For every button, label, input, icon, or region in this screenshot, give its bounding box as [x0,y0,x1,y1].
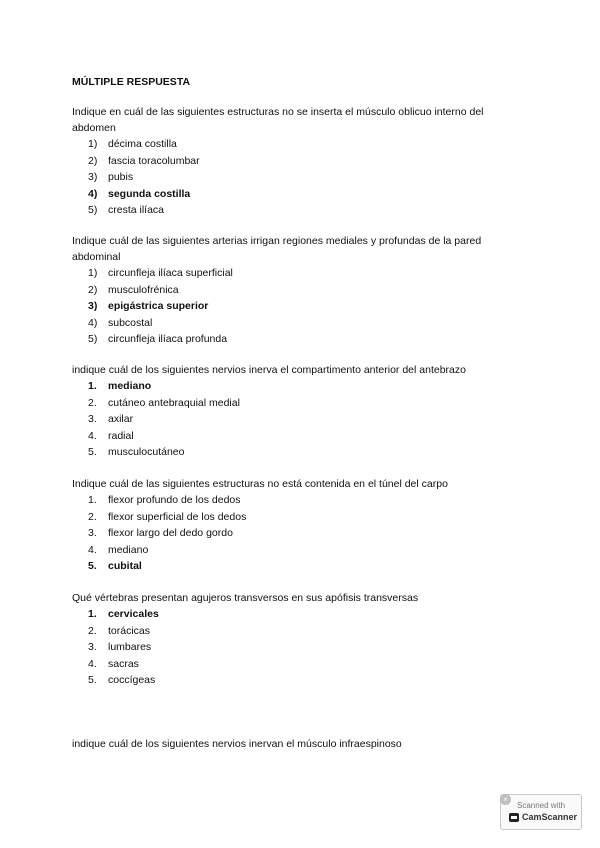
watermark-brand: CamScanner [522,812,578,822]
option-number: 3. [88,641,97,654]
option-text: cutáneo antebraquial medial [108,396,240,409]
option-number: 5. [88,560,97,573]
option-number: 2. [88,624,97,637]
option-text: subcostal [108,316,153,329]
option-number: 4) [88,316,98,329]
option-text: sacras [108,657,139,670]
option-number: 1. [88,380,97,392]
close-icon[interactable]: × [500,794,511,805]
option-number: 2) [88,283,98,296]
option-text: décima costilla [108,138,177,150]
option-item [72,639,522,656]
option-number: 2. [88,510,97,523]
option-number: 4. [88,657,97,670]
option-number: 1) [88,267,98,279]
option-text: pubis [108,171,134,184]
option-number: 1) [88,138,98,150]
question-1 [72,104,522,219]
option-number: 4) [88,187,98,200]
option-item [72,428,522,445]
question-stem: Indique en cuál de las siguientes estructuras no se inserta el músculo oblicuo interno del abdomen [72,106,484,134]
watermark-line-1: Scanned with [517,801,566,810]
option-item-correct [72,606,522,623]
question-4 [72,476,522,575]
option-text: circunfleja ilíaca superficial [108,267,233,279]
option-text: fascia toracolumbar [108,154,200,167]
option-item [72,202,522,219]
option-number: 2. [88,396,97,409]
option-item [72,315,522,332]
option-item [72,492,522,509]
camscanner-logo-icon [509,813,519,822]
option-text: torácicas [108,624,151,637]
option-item [72,509,522,526]
option-text: axilar [108,413,134,426]
watermark-line-2 [509,812,577,822]
option-item-correct [72,558,522,575]
option-text: epigástrica superior [108,300,209,313]
option-item-correct [72,378,522,395]
option-item [72,136,522,153]
option-text: mediano [108,380,152,392]
question-5 [72,590,522,689]
option-text: coccígeas [108,674,156,687]
option-item-correct [72,186,522,203]
option-text: musculocutáneo [108,446,185,459]
option-item [72,542,522,559]
option-number: 3) [88,171,98,184]
option-text: flexor largo del dedo gordo [108,527,233,540]
last-question-stem: indique cuál de los siguientes nervios inervan el músculo infraespinoso [72,738,402,750]
option-text: mediano [108,543,149,556]
option-item [72,395,522,412]
option-text: circunfleja ilíaca profunda [108,333,228,346]
option-item-correct [72,298,522,315]
option-text: flexor superficial de los dedos [108,510,247,523]
option-item [72,525,522,542]
question-3 [72,362,522,461]
option-number: 1. [88,494,97,506]
option-item [72,282,522,299]
option-number: 3) [88,300,98,313]
option-number: 4. [88,429,97,442]
option-item [72,656,522,673]
option-item [72,169,522,186]
option-item [72,331,522,348]
question-stem: Qué vértebras presentan agujeros transversos en sus apófisis transversas [72,592,419,604]
option-item [72,265,522,282]
option-text: musculofrénica [108,283,179,296]
question-stem: Indique cuál de las siguientes estructuras no está contenida en el túnel del carpo [72,478,448,490]
option-item [72,411,522,428]
option-number: 5) [88,333,98,346]
option-text: lumbares [108,641,152,654]
option-number: 2) [88,154,98,167]
camscanner-watermark [500,794,582,830]
option-text: cervicales [108,608,159,620]
option-item [72,672,522,689]
option-text: flexor profundo de los dedos [108,494,241,506]
option-number: 3. [88,413,97,426]
option-item [72,444,522,461]
option-item [72,623,522,640]
section-title: MÚLTIPLE RESPUESTA [72,76,191,88]
option-text: segunda costilla [108,187,191,200]
question-stem: Indique cuál de las siguientes arterias irrigan regiones mediales y profundas de la pared abdominal [72,235,482,263]
option-item [72,153,522,170]
option-text: cubital [108,560,142,573]
question-2 [72,233,522,348]
option-number: 3. [88,527,97,540]
option-number: 5. [88,446,97,459]
option-number: 5) [88,204,98,217]
option-text: cresta ilíaca [108,204,165,217]
question-stem: indique cuál de los siguientes nervios inerva el compartimento anterior del antebrazo [72,364,466,376]
option-number: 4. [88,543,97,556]
option-text: radial [108,429,134,442]
option-number: 5. [88,674,97,687]
option-number: 1. [88,608,97,620]
